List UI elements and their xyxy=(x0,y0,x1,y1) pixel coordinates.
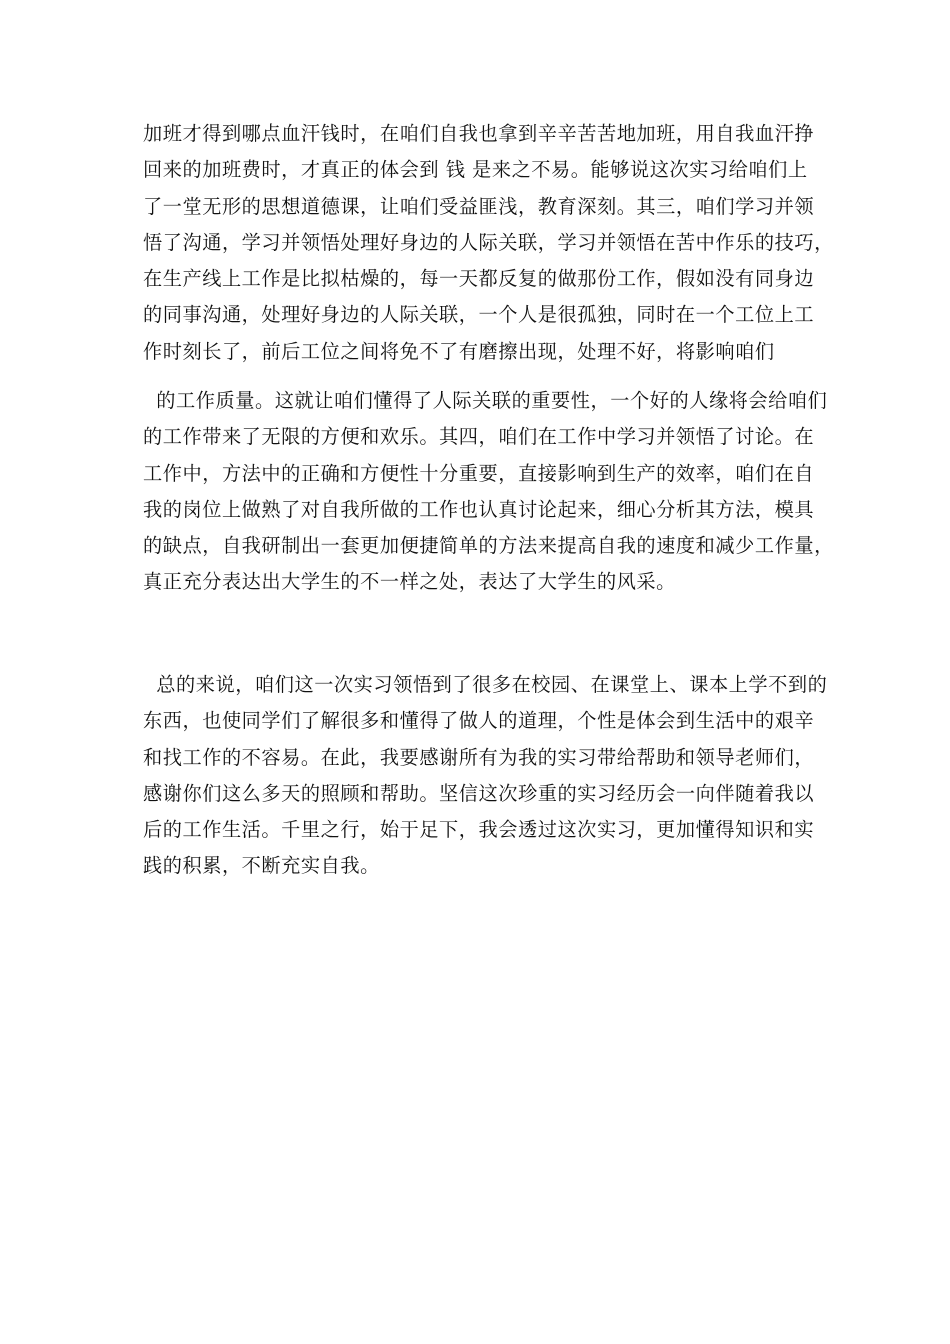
paragraph-line: 悟了沟通，学习并领悟处理好身边的人际关联，学习并领悟在苦中作乐的技巧， xyxy=(143,230,834,254)
paragraph-line: 后的工作生活。千里之行，始于足下，我会透过这次实习，更加懂得知识和实 xyxy=(143,818,815,842)
paragraph-line: 和找工作的不容易。在此，我要感谢所有为我的实习带给帮助和领导老师们， xyxy=(143,745,815,769)
paragraph-line: 我的岗位上做熟了对自我所做的工作也认真讨论起来，细心分析其方法，模具 xyxy=(143,497,815,521)
paragraph-line: 践的积累，不断充实自我。 xyxy=(143,854,380,878)
paragraph-line: 的同事沟通，处理好身边的人际关联，一个人是很孤独，同时在一个工位上工 xyxy=(143,303,815,327)
paragraph-2 xyxy=(143,383,834,601)
paragraph-line: 了一堂无形的思想道德课，让咱们受益匪浅，教育深刻。其三，咱们学习并领 xyxy=(143,194,815,218)
paragraph-line: 真正充分表达出大学生的不一样之处，表达了大学生的风采。 xyxy=(143,570,676,594)
paragraph-1 xyxy=(143,116,834,370)
paragraph-line: 的工作带来了无限的方便和欢乐。其四，咱们在工作中学习并领悟了讨论。在 xyxy=(143,425,815,449)
paragraph-line: 在生产线上工作是比拟枯燥的，每一天都反复的做那份工作，假如没有同身边 xyxy=(143,267,815,291)
paragraph-line: 的缺点，自我研制出一套更加便捷简单的方法来提高自我的速度和减少工作量， xyxy=(143,534,834,558)
paragraph-3 xyxy=(143,667,828,885)
paragraph-line: 感谢你们这么多天的照顾和帮助。坚信这次珍重的实习经历会一向伴随着我以 xyxy=(143,781,815,805)
paragraph-line: 总的来说，咱们这一次实习领悟到了很多在校园、在课堂上、课本上学不到的 xyxy=(143,673,828,696)
paragraph-line: 工作中，方法中的正确和方便性十分重要，直接影响到生产的效率，咱们在自 xyxy=(143,461,815,485)
paragraph-line: 加班才得到哪点血汗钱时，在咱们自我也拿到辛辛苦苦地加班，用自我血汗挣 xyxy=(143,122,815,145)
paragraph-line: 的工作质量。这就让咱们懂得了人际关联的重要性，一个好的人缘将会给咱们 xyxy=(143,389,828,412)
paragraph-line: 回来的加班费时，才真正的体会到 钱 是来之不易。能够说这次实习给咱们上 xyxy=(143,158,808,182)
paragraph-line: 作时刻长了，前后工位之间将免不了有磨擦出现，处理不好，将影响咱们 xyxy=(143,339,775,363)
paragraph-line: 东西，也使同学们了解很多和懂得了做人的道理，个性是体会到生活中的艰辛 xyxy=(143,709,815,733)
